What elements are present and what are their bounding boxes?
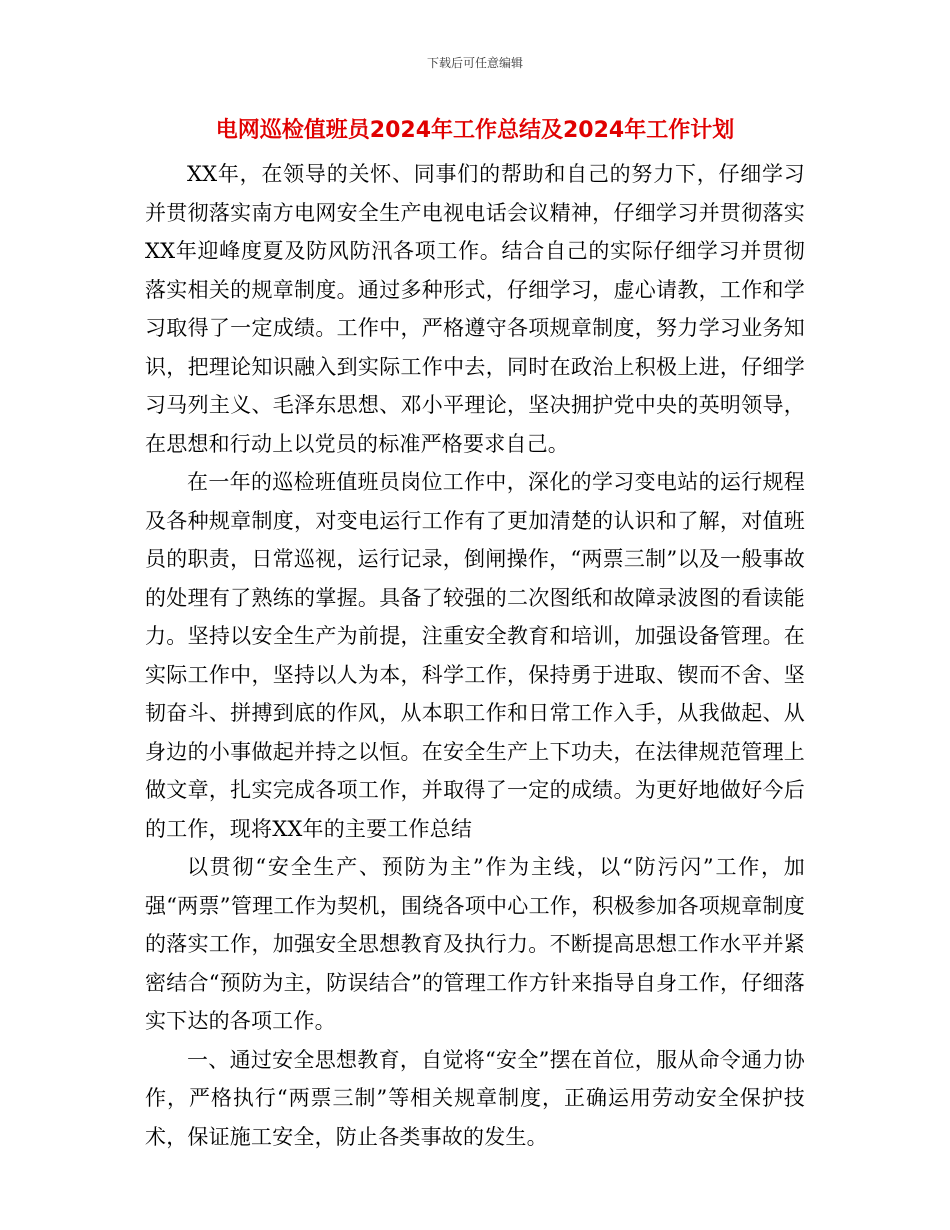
paragraph-4: 一、通过安全思想教育，自觉将“安全”摆在首位，服从命令通力协作，严格执行“两票三制”等相关规章制度，正确运用劳动安全保护技术，保证施工安全，防止各类事故的发生。 (145, 1047, 805, 1149)
document-title: 电网巡检值班员2024年工作总结及2024年工作计划 (215, 118, 735, 143)
paragraph-1: XX年，在领导的关怀、同事们的帮助和自己的努力下，仔细学习并贯彻落实南方电网安全生产电视电话会议精神，仔细学习并贯彻落实XX年迎峰度夏及防风防汛各项工作。结合自己的实际仔细学习并贯彻落实相关的规章制度。通过多种形式，仔细学习，虚心请教，工作和学习取得了一定成绩。工作中，严格遵守各项规章制度，努力学习业务知识，把理论知识融入到实际工作中去，同时在政治上积极上进，仔细学习马列主义、毛泽东思想、邓小平理论，坚决拥护党中央的英明领导，在思想和行动上以党员的标准严格要求自己。 (145, 162, 805, 456)
document-body (145, 155, 805, 1156)
paragraph-2: 在一年的巡检班值班员岗位工作中，深化的学习变电站的运行规程及各种规章制度，对变电运行工作有了更加清楚的认识和了解，对值班员的职责，日常巡视，运行记录，倒闸操作，“两票三制”以及一般事故的处理有了熟练的掌握。具备了较强的二次图纸和故障录波图的看读能力。坚持以安全生产为前提，注重安全教育和培训，加强设备管理。在实际工作中，坚持以人为本，科学工作，保持勇于进取、锲而不舍、坚韧奋斗、拼搏到底的作风，从本职工作和日常工作入手，从我做起、从身边的小事做起并持之以恒。在安全生产上下功夫，在法律规范管理上做文章，扎实完成各项工作，并取得了一定的成绩。为更好地做好今后的工作，现将XX年的主要工作总结 (145, 470, 805, 841)
page-header-note: 下载后可任意编辑 (426, 56, 523, 70)
paragraph-3: 以贯彻“安全生产、预防为主”作为主线，以“防污闪”工作，加强“两票”管理工作为契机，围绕各项中心工作，积极参加各项规章制度的落实工作，加强安全思想教育及执行力。不断提高思想工作水平并紧密结合“预防为主，防误结合”的管理工作方针来指导自身工作，仔细落实下达的各项工作。 (145, 855, 805, 1033)
